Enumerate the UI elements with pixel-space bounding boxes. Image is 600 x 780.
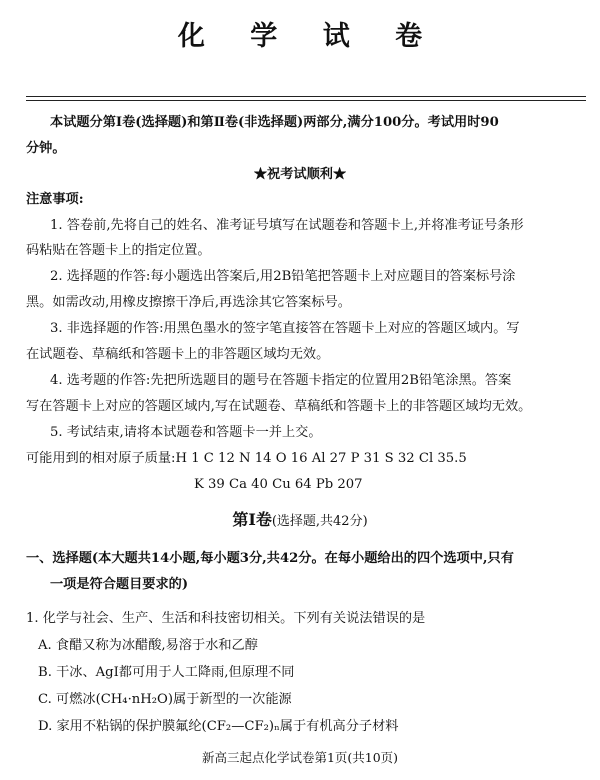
note-4-line-1: 4. 选考题的作答:先把所选题目的题号在答题卡指定的位置用2B铅笔涂黑。答案 bbox=[50, 373, 512, 388]
question-1-option-a: A. 食醋又称为冰醋酸,易溶于水和乙醇 bbox=[38, 638, 258, 653]
intro-line-1: 本试题分第Ⅰ卷(选择题)和第Ⅱ卷(非选择题)两部分,满分100分。考试用时90 bbox=[50, 115, 499, 130]
header-rule-bottom bbox=[26, 100, 586, 101]
note-1-line-2: 码粘贴在答题卡上的指定位置。 bbox=[26, 243, 211, 258]
header-rule-top bbox=[26, 96, 586, 97]
intro-line-2: 分钟。 bbox=[26, 141, 66, 156]
note-2-line-2: 黑。如需改动,用橡皮擦擦干净后,再选涂其它答案标号。 bbox=[26, 295, 351, 310]
note-3-line-2: 在试题卷、草稿纸和答题卡上的非答题区域均无效。 bbox=[26, 347, 330, 362]
section-subtitle: (选择题,共42分) bbox=[271, 514, 368, 529]
note-5: 5. 考试结束,请将本试题卷和答题卡一并上交。 bbox=[50, 425, 322, 440]
note-3-line-1: 3. 非选择题的作答:用黑色墨水的签字笔直接答在答题卡上对应的答题区域内。写 bbox=[50, 321, 520, 336]
section-title: 第Ⅰ卷 bbox=[232, 510, 272, 529]
note-2-line-1: 2. 选择题的作答:每小题选出答案后,用2B铅笔把答题卡上对应题目的答案标号涂 bbox=[50, 269, 516, 284]
atomic-masses-line-2: K 39 Ca 40 Cu 64 Pb 207 bbox=[194, 477, 363, 492]
part-1-line-2: 一项是符合题目要求的) bbox=[50, 577, 189, 592]
atomic-masses-line-1: 可能用到的相对原子质量:H 1 C 12 N 14 O 16 Al 27 P 31 S 32 Cl 35.5 bbox=[26, 451, 467, 466]
question-1-stem: 1. 化学与社会、生产、生活和科技密切相关。下列有关说法错误的是 bbox=[26, 611, 426, 626]
notes-heading: 注意事项: bbox=[26, 192, 84, 207]
section-heading bbox=[0, 512, 600, 528]
note-1-line-1: 1. 答卷前,先将自己的姓名、准考证号填写在试题卷和答题卡上,并将准考证号条形 bbox=[50, 218, 524, 233]
question-1-option-d: D. 家用不粘锅的保护膜氟纶(CF₂—CF₂)ₙ属于有机高分子材料 bbox=[38, 719, 399, 734]
page-footer: 新高三起点化学试卷第1页(共10页) bbox=[201, 750, 399, 765]
part-1-line-1: 一、选择题(本大题共14小题,每小题3分,共42分。在每小题给出的四个选项中,只有 bbox=[26, 551, 514, 566]
note-4-line-2: 写在答题卡上对应的答题区域内,写在试题卷、草稿纸和答题卡上的非答题区域均无效。 bbox=[26, 399, 532, 414]
question-1-option-c: C. 可燃冰(CH₄·nH₂O)属于新型的一次能源 bbox=[38, 692, 292, 707]
question-1-option-b: B. 干冰、AgI都可用于人工降雨,但原理不同 bbox=[38, 665, 295, 680]
blessing: ★祝考试顺利★ bbox=[253, 167, 347, 182]
page-title: 化 学 试 卷 bbox=[177, 21, 441, 52]
